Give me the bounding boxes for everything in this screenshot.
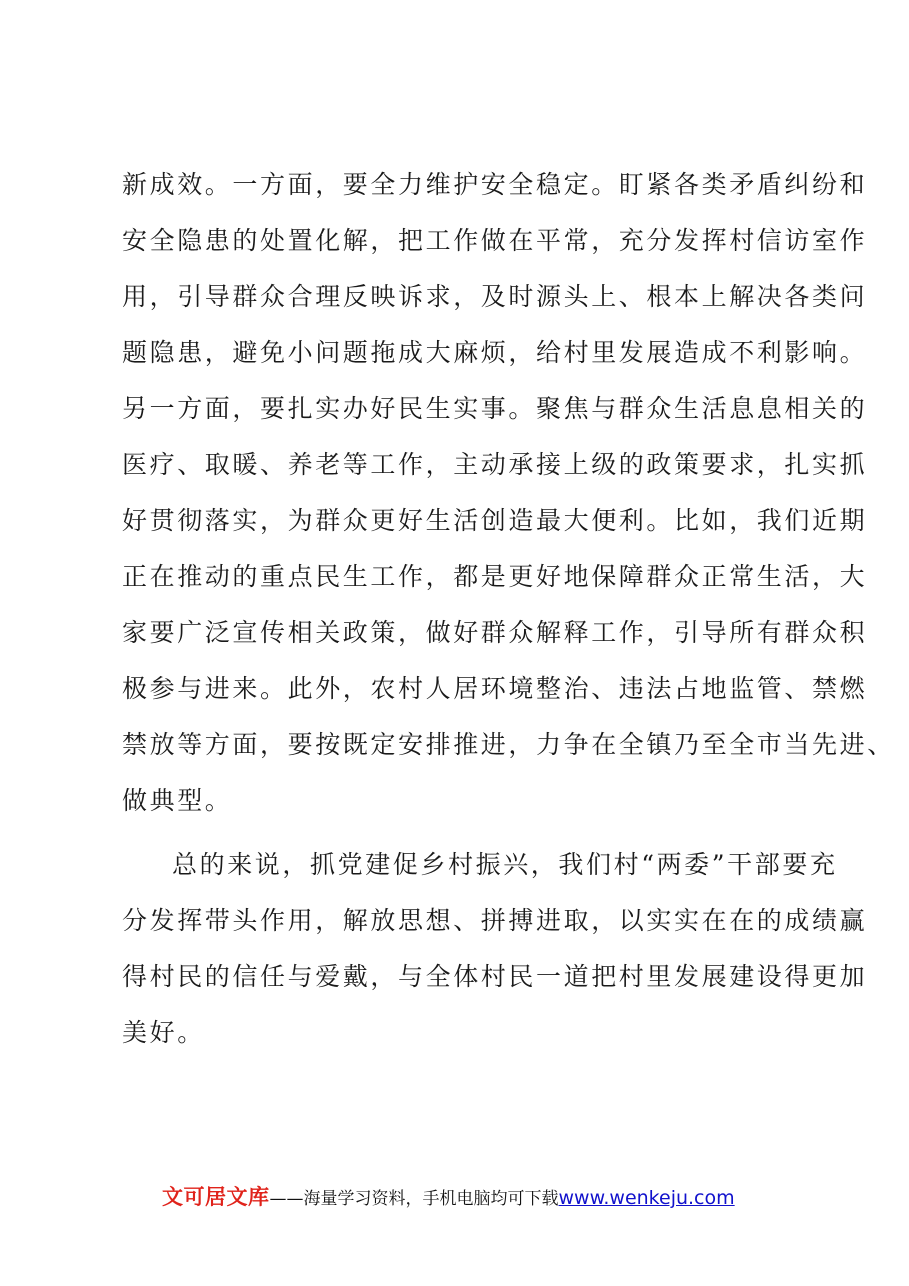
footer-brand: 文可居文库 [162,1185,270,1209]
footer-banner [162,1183,735,1211]
body-line: 用，引导群众合理反映诉求，及时源头上、根本上解决各类问 [122,282,868,311]
body-line: 分发挥带头作用，解放思想、拼搏进取，以实实在在的成绩赢 [122,906,868,935]
body-line: 新成效。一方面，要全力维护安全稳定。盯紧各类矛盾纠纷和 [122,170,868,199]
body-line: 另一方面，要扎实办好民生实事。聚焦与群众生活息息相关的 [122,394,868,423]
body-line: 医疗、取暖、养老等工作，主动承接上级的政策要求，扎实抓 [122,450,868,479]
body-line: 做典型。 [122,786,233,815]
body-line: 正在推动的重点民生工作，都是更好地保障群众正常生活，大 [122,562,868,591]
paragraph-first-line: 总的来说，抓党建促乡村振兴，我们村“两委”干部要充 [172,850,838,879]
body-line: 极参与进来。此外，农村人居环境整治、违法占地监管、禁燃 [122,674,868,703]
footer-link[interactable]: www.wenkeju.com [558,1187,735,1209]
body-line: 好贯彻落实，为群众更好生活创造最大便利。比如，我们近期 [122,506,868,535]
footer-tagline: ——海量学习资料，手机电脑均可下载 [269,1189,559,1209]
body-line: 题隐患，避免小问题拖成大麻烦，给村里发展造成不利影响。 [122,338,868,367]
body-line: 美好。 [122,1018,205,1047]
body-line: 得村民的信任与爱戴，与全体村民一道把村里发展建设得更加 [122,962,868,991]
body-line: 家要广泛宣传相关政策，做好群众解释工作，引导所有群众积 [122,618,868,647]
body-line: 安全隐患的处置化解，把工作做在平常，充分发挥村信访室作 [122,226,868,255]
body-line: 禁放等方面，要按既定安排推进，力争在全镇乃至全市当先进、 [122,730,895,759]
